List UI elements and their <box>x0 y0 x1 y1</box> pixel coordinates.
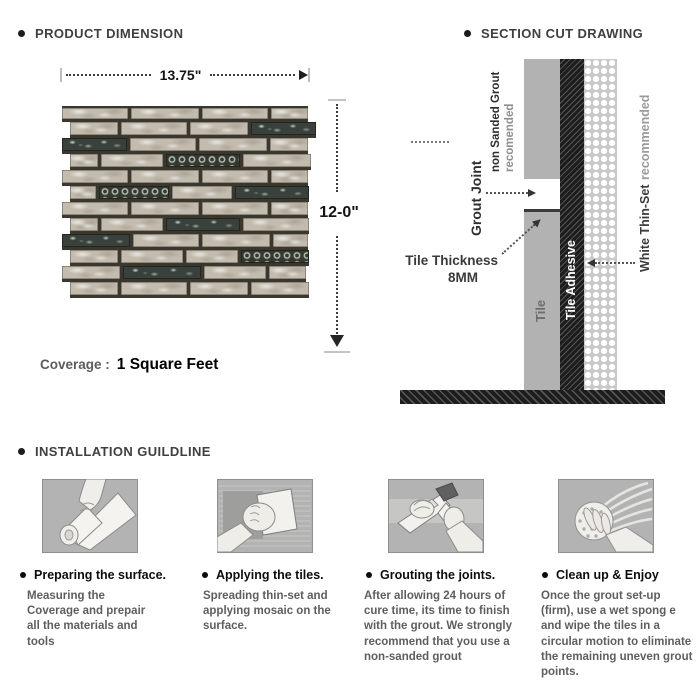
stone-tile <box>186 250 238 263</box>
tile-label: Tile <box>533 299 548 322</box>
dimension-tick <box>324 351 350 353</box>
stone-tile <box>62 202 128 215</box>
mosaic-sheet <box>62 106 316 298</box>
stone-tile <box>172 186 232 199</box>
step-title-3 <box>366 568 495 582</box>
glass-wave-tile <box>166 218 240 231</box>
stone-tile <box>271 108 308 119</box>
dotted-line <box>66 74 151 76</box>
mosaic-row <box>70 154 311 170</box>
stone-tile <box>131 170 199 183</box>
stone-tile <box>131 202 199 215</box>
coverage-line <box>40 356 218 374</box>
thinset-label-note: recommended <box>638 95 652 181</box>
bullet-icon <box>18 448 25 455</box>
stone-tile <box>204 266 266 279</box>
mosaic-row <box>70 250 309 266</box>
grout-note-line1: non Sanded Grout <box>490 71 502 172</box>
glass-dots-tile <box>241 250 309 263</box>
stone-tile <box>190 122 248 135</box>
tile-thickness-callout <box>388 253 498 287</box>
stone-tile <box>130 138 196 151</box>
tile-adhesive-label: Tile Adhesive <box>564 240 578 320</box>
glass-wave-tile <box>123 266 201 279</box>
stone-tile <box>70 186 96 199</box>
installation-title: INSTALLATION GUILDLINE <box>35 444 211 459</box>
product-dimension-title: PRODUCT DIMENSION <box>35 26 184 41</box>
stone-tile <box>269 266 306 279</box>
mosaic-row <box>62 202 308 218</box>
bullet-icon <box>18 30 25 37</box>
step-title-4 <box>542 568 659 582</box>
stone-tile <box>62 266 120 279</box>
stone-tile <box>202 202 268 215</box>
dotted-line <box>336 236 338 334</box>
stone-tile <box>243 218 309 231</box>
stone-tile <box>70 282 118 295</box>
substrate-bar <box>400 390 665 404</box>
glass-dots-tile <box>99 186 169 199</box>
preparing-surface-icon <box>42 479 138 553</box>
stone-tile <box>243 154 311 167</box>
stone-tile <box>70 250 118 263</box>
step-title-text: Preparing the surface. <box>34 568 166 582</box>
stone-tile <box>202 234 270 247</box>
glass-wave-tile <box>62 234 130 247</box>
width-dimension-label: 13.75" <box>159 67 202 83</box>
tile-thickness-label: Tile Thickness <box>405 253 498 268</box>
stone-tile <box>270 138 308 151</box>
stone-tile <box>62 170 128 183</box>
mosaic-row <box>70 282 309 298</box>
step-description-4: Once the grout set-up (firm), use a wet spong e and wipe the tiles in a circular motion to eliminate the remaining uneven grout points. <box>541 590 693 678</box>
stone-tile <box>70 122 118 135</box>
dimension-tick <box>308 68 310 82</box>
arrow-left-icon <box>587 259 595 267</box>
glass-wave-tile <box>62 138 127 151</box>
bullet-icon <box>542 572 548 578</box>
stone-tile <box>121 250 183 263</box>
step-title-2 <box>202 568 324 582</box>
thinset-label-bold: White Thin-Set <box>638 184 652 272</box>
section-cut-title: SECTION CUT DRAWING <box>481 26 644 41</box>
stone-tile <box>101 154 163 167</box>
thinset-arrow <box>587 259 635 267</box>
stone-tile <box>271 202 308 215</box>
applying-tiles-icon <box>217 479 313 553</box>
stone-tile <box>202 170 268 183</box>
stone-tile <box>70 154 98 167</box>
stone-tile <box>251 282 309 295</box>
upper-tile-block <box>524 59 560 179</box>
grout-joint-label: Grout Joint <box>468 160 484 236</box>
dotted-line <box>486 192 528 194</box>
step-title-1 <box>20 568 166 582</box>
coverage-label: Coverage : <box>40 357 110 372</box>
section-cut-header <box>464 26 643 41</box>
thinset-label <box>638 70 652 272</box>
installation-header <box>18 444 211 459</box>
grout-joint-arrow <box>486 189 538 197</box>
stone-tile <box>121 122 187 135</box>
dotted-line <box>336 104 338 192</box>
step-title-text: Grouting the joints. <box>380 568 496 582</box>
stone-tile <box>271 170 308 183</box>
dotted-line <box>595 262 635 264</box>
grouting-joints-icon <box>388 479 484 553</box>
bullet-icon <box>366 572 372 578</box>
mosaic-row <box>70 218 309 234</box>
mosaic-row <box>62 170 308 186</box>
coverage-value: 1 Square Feet <box>116 356 219 373</box>
stone-tile <box>190 282 248 295</box>
mosaic-row <box>62 106 308 122</box>
dimension-tick <box>328 99 346 101</box>
step-description-2: Spreading thin-set and applying mosaic on the surface. <box>203 590 331 633</box>
arrow-right-icon <box>299 70 308 80</box>
stone-tile <box>202 108 268 119</box>
mosaic-row <box>62 266 306 282</box>
stone-tile <box>133 234 199 247</box>
width-dimension-line <box>60 67 310 83</box>
step-title-text: Clean up & Enjoy <box>556 568 659 582</box>
glass-wave-tile <box>251 122 316 135</box>
thinset-layer <box>584 59 617 390</box>
bullet-icon <box>202 572 208 578</box>
dimension-tick <box>60 68 62 82</box>
bullet-icon <box>20 572 26 578</box>
mosaic-row <box>62 234 308 250</box>
tile-thickness-value: 8MM <box>448 269 478 285</box>
arrow-right-icon <box>528 189 536 197</box>
step-description-1: Measuring the Coverage and prepair all the materials and tools <box>27 590 146 648</box>
dotted-line <box>210 74 295 76</box>
step-description-3: After allowing 24 hours of cure time, its time to finish with the grout. We strongly recommend that you use a non-sanded grout <box>364 590 513 663</box>
stone-tile <box>273 234 308 247</box>
stone-tile <box>62 108 128 119</box>
stone-tile <box>199 138 267 151</box>
mosaic-row <box>70 186 309 202</box>
mosaic-row <box>70 122 316 138</box>
glass-wave-tile <box>235 186 309 199</box>
stone-tile <box>101 218 163 231</box>
stone-tile <box>70 218 98 231</box>
stone-tile <box>131 108 199 119</box>
product-dimension-header <box>18 26 183 41</box>
mosaic-row <box>62 138 308 154</box>
bullet-icon <box>464 30 471 37</box>
step-title-text: Applying the tiles. <box>216 568 324 582</box>
arrow-down-icon <box>330 335 344 347</box>
height-dimension-label: 12-0" <box>319 204 359 221</box>
clean-up-icon <box>558 479 654 553</box>
stone-tile <box>121 282 187 295</box>
grout-note-line2: recomended <box>504 103 516 172</box>
glass-dots-tile <box>166 154 240 167</box>
dotted-line <box>411 141 449 143</box>
